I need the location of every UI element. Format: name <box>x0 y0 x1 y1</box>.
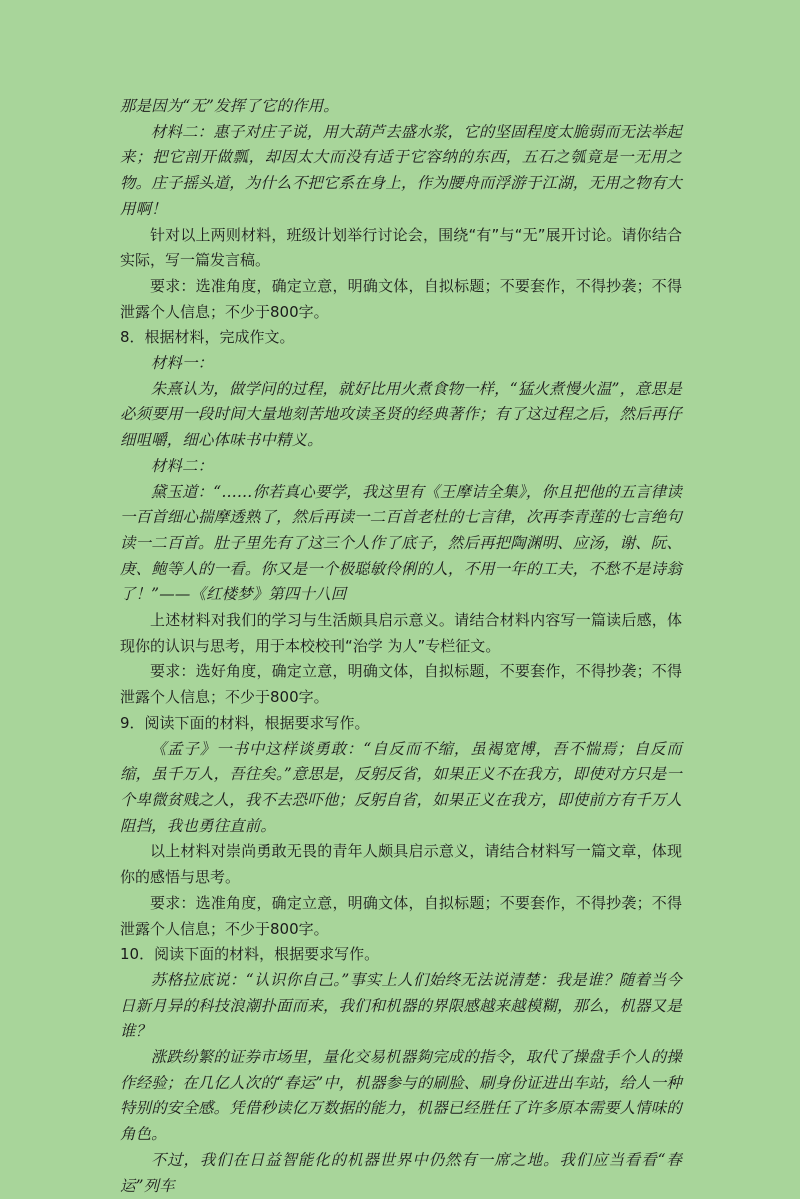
paragraph-18: 涨跌纷繁的证券市场里，量化交易机器夠完成的指令，取代了操盘手个人的操作经验；在几亿人次的“春运”中，机器参与的刷脸、刷身份证进出车站，给人一种特别的安全感。凭借秒读亿万数据的能力，机器已经胜任了许多原本需要人情味的角色。 <box>120 1048 682 1144</box>
paragraph-8: 材料二： <box>150 456 214 475</box>
paragraph-11: 要求：选好角度，确定立意，明确文体，自拟标题，不要套作，不得抄袭；不得泄露个人信息；不少于800字。 <box>120 662 682 707</box>
paragraph-3: 针对以上两则材料，班级计划举行讨论会，围绕“有”与“无”展开讨论。请你结合实际，写一篇发言稿。 <box>120 225 682 270</box>
paragraph-1: 那是因为“无”发挥了它的作用。 <box>120 97 339 115</box>
paragraph-13: 《孟子》一书中这样谈勇敢：“自反而不缩，虽褐宽博，吾不惴焉；自反而缩，虽千万人，吾往矣。”意思是，反躬反省，如果正义不在我方，即使对方只是一个卑微贫贱之人，我不去恐吓他；反躬自省，如果正义在我方，即使前方有千万人阻挡，我也勇往直前。 <box>120 739 682 835</box>
question-10-heading: 10．阅读下面的材料，根据要求写作。 <box>120 945 380 964</box>
paragraph-7: 朱熹认为，做学问的过程，就好比用火煮食物一样，“猛火煮慢火温”，意思是必须要用一段时间大量地刻苦地攻读圣贤的经典著作；有了这过程之后，然后再仔细咀嚼，细心体味书中精义。 <box>120 379 682 450</box>
paragraph-17: 苏格拉底说：“认识你自己。”事实上人们始终无法说清楚：我是谁？随着当今日新月异的科技浪潮扑面而来，我们和机器的界限感越来越模糊，那么，机器又是谁？ <box>120 970 682 1041</box>
paragraph-19: 不过，我们在日益智能化的机器世界中仍然有一席之地。我们应当看看“春运”列车 <box>120 1150 682 1195</box>
paragraph-2: 材料二：惠子对庄子说，用大葫芦去盛水浆，它的坚固程度太脆弱而无法举起来；把它剖开做瓢，却因太大而没有适于它容纳的东西，五石之瓠竟是一无用之物。庄子摇头道，为什么不把它系在身上，作为腰舟而浮游于江湖，无用之物有大用啊！ <box>120 122 682 218</box>
paragraph-15: 要求：选准角度，确定立意，明确文体，自拟标题；不要套作，不得抄袭；不得泄露个人信息；不少于800字。 <box>120 893 682 938</box>
paragraph-14: 以上材料对崇尚勇敢无畏的青年人颇具启示意义，请结合材料写一篇文章，体现你的感悟与思考。 <box>120 842 682 887</box>
paragraph-6: 材料一： <box>150 354 214 373</box>
paragraph-4: 要求：选准角度，确定立意，明确文体，自拟标题；不要套作，不得抄袭；不得泄露个人信息；不少于800字。 <box>120 276 682 321</box>
question-9-heading: 9．阅读下面的材料，根据要求写作。 <box>120 713 370 732</box>
question-8-heading: 8．根据材料，完成作文。 <box>120 328 295 347</box>
paragraph-9: 黛玉道：“……你若真心要学，我这里有《王摩诘全集》，你且把他的五言律读一百首细心揣摩透熟了，然后再读一二百首老杜的七言律，次再李青莲的七言绝句读一二百首。肚子里先有了这三个人作了底子，然后再把陶渊明、应汤，谢、阮、庚、鲍等人的一看。你又是一个极聪敏伶俐的人，不用一年的工夫，不愁不是诗翁了！”——《红楼梦》第四十八回 <box>120 482 682 604</box>
paragraph-10: 上述材料对我们的学习与生活颇具启示意义。请结合材料内容写一篇读后感，体现你的认识与思考，用于本校校刊“治学 为人”专栏征文。 <box>120 611 682 655</box>
